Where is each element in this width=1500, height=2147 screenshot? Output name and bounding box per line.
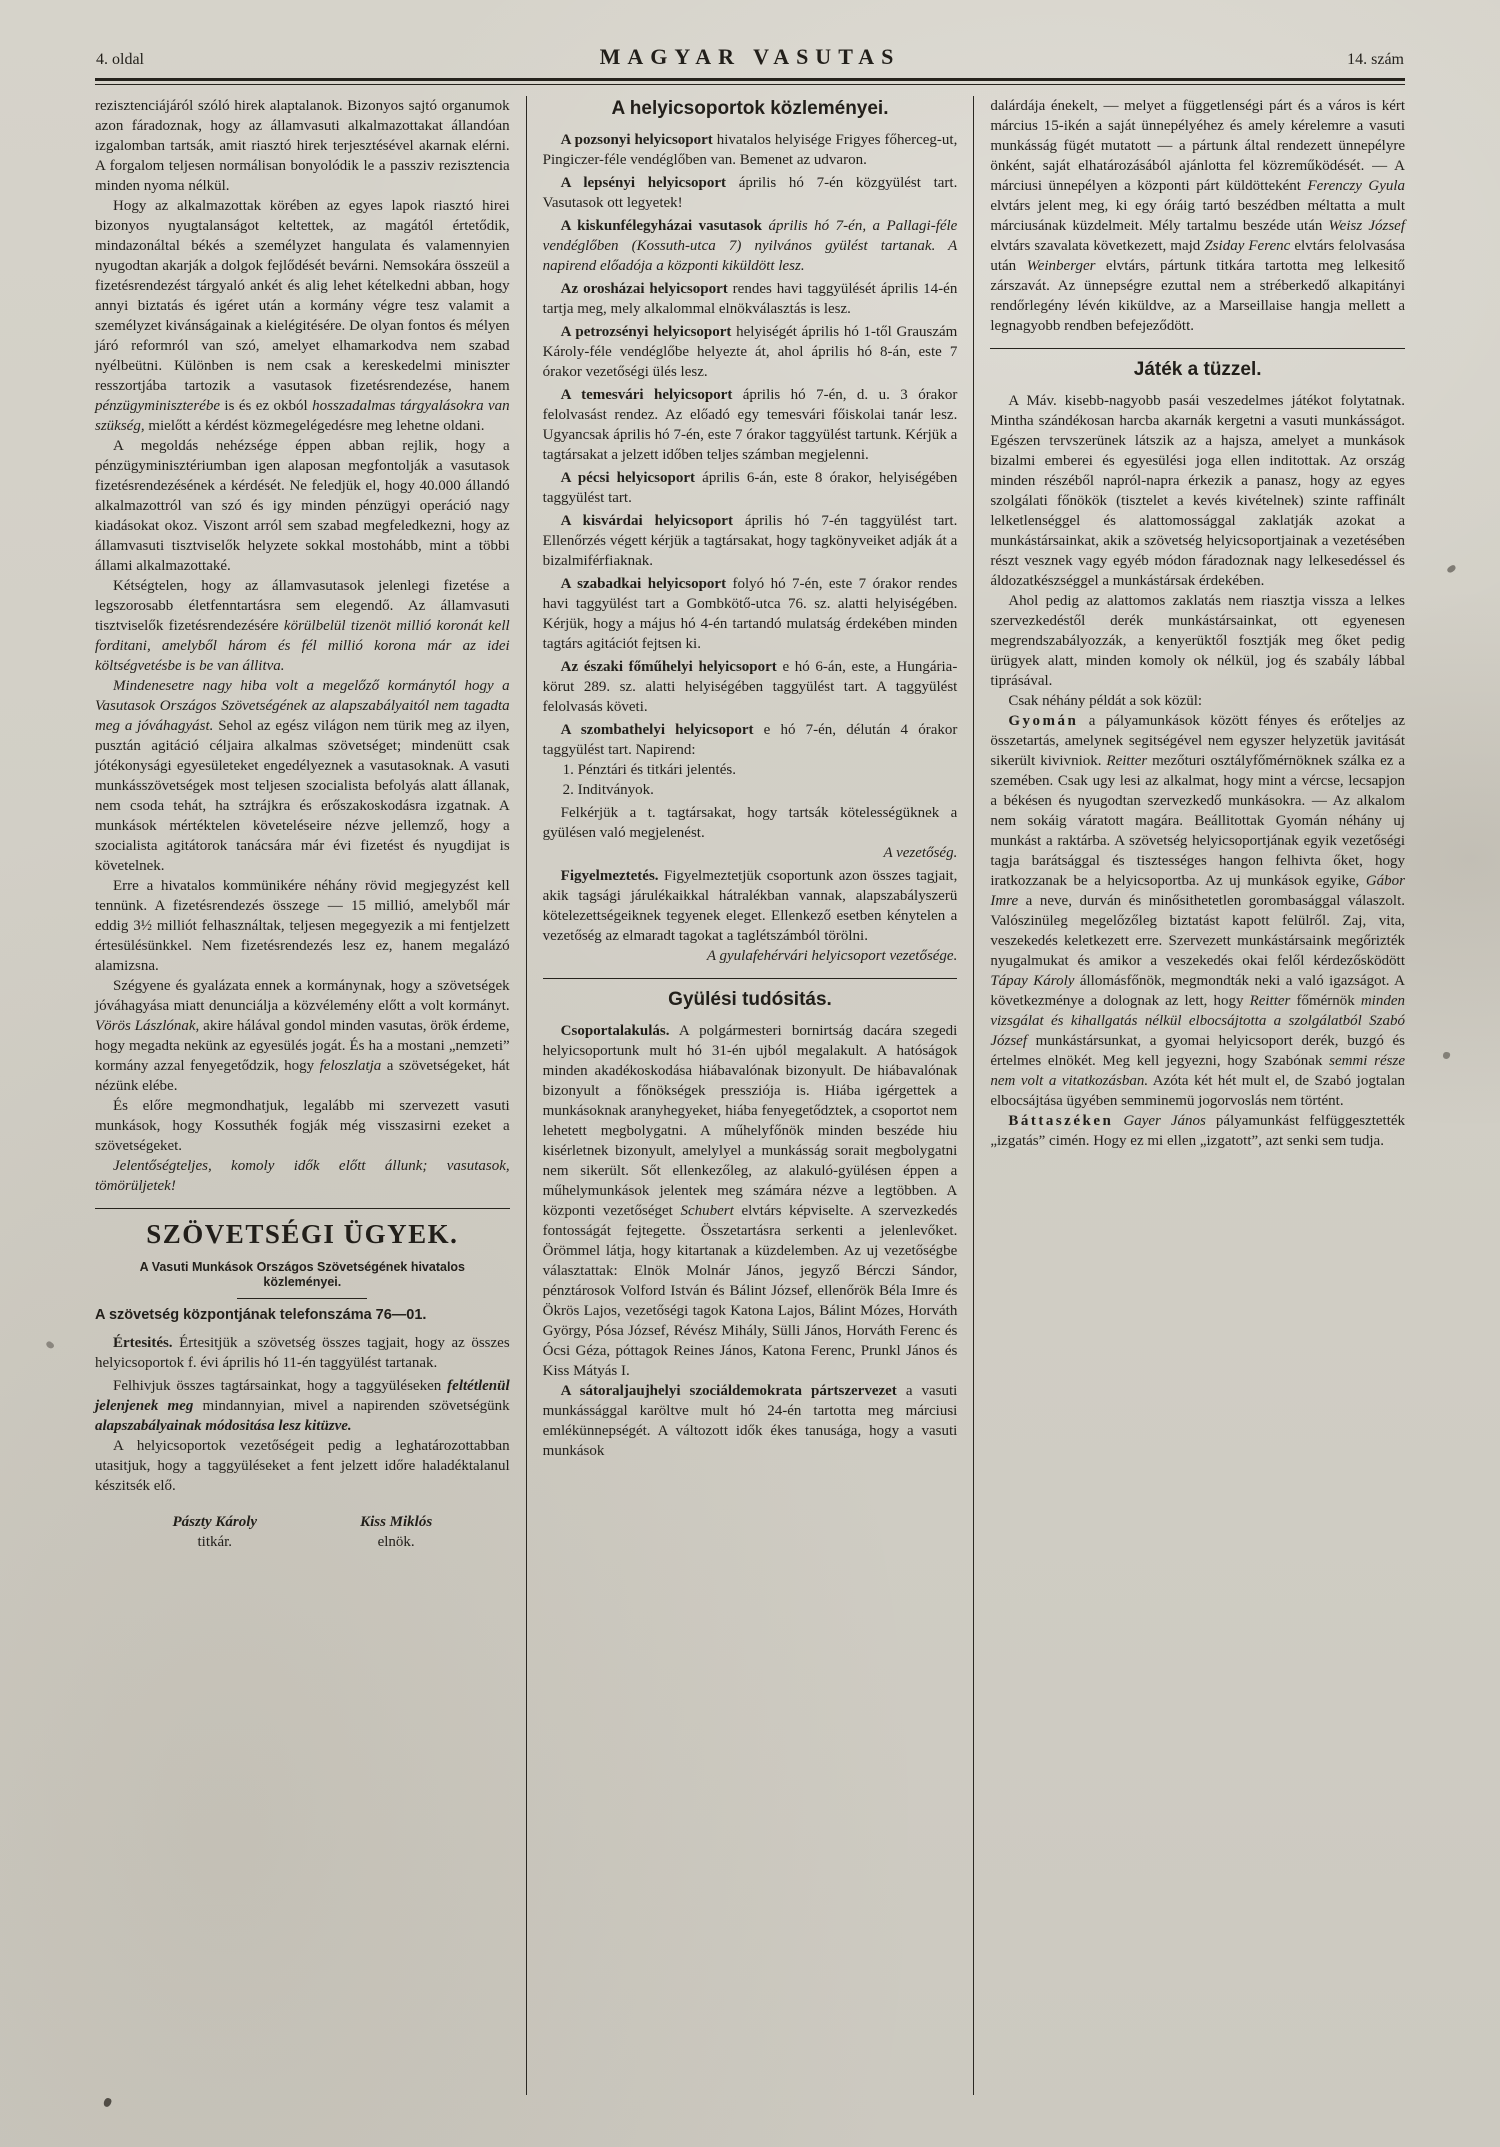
union-affairs-subtitle: A Vasuti Munkások Országos Szövetségének hivatalos közleményei.: [139, 1260, 466, 1289]
issue-number: 14. szám: [1347, 51, 1404, 68]
paragraph: A kiskunfélegyházai vasutasok április hó 7-én, a Pallagi-féle vendéglőben (Kossuth-utca 7) nyilvános gyülést tartanak. A napirend előadója a központi kiküldött lesz.: [542, 218, 958, 274]
column-2: [543, 96, 958, 2095]
ink-speck: [1442, 1051, 1450, 1059]
paragraph: Jelentőségteljes, komoly idők előtt állunk; vasutasok, tömörüljetek!: [95, 1158, 510, 1194]
paragraph: Az északi főműhelyi helyicsoport e hó 6-án, este, a Hungária-körut 289. sz. alatti helyiségében taggyülést tart. A taggyülést felolvasás követi.: [542, 659, 958, 715]
phone-number-line: A szövetség központjának telefonszáma 76—01.: [95, 1307, 427, 1323]
meeting-report-body: [543, 1021, 958, 1461]
meeting-report-title: Gyülési tudósitás.: [668, 989, 832, 1010]
paragraph: A kisvárdai helyicsoport április hó 7-én taggyülést tart. Ellenőrzés végett kérjük a tagtársakat, hogy tagkönyveiket adják át a bizalmiférfiaknak.: [542, 513, 958, 569]
paragraph: A pécsi helyicsoport április 6-án, este 8 órakor, helyiségében taggyülést tart.: [542, 470, 958, 506]
paragraph: Hogy az alkalmazottak körében az egyes lapok riasztó hirei bizonyos nyugtalanságot keltettek, az magától értetődik, mindazonáltal békés a személyzet hangulata és valamennyien nyugodtan akarják a dolgok fejlődését bevárni. Nemsokára összeül a fizetésrendezést tárgyaló ankét és alig lehet kételkedni abban, hogy annyi biztatás és igéret után a kormány végre tesz valamit a személyzet kivánságainak a kielégitésére. De olyan fontos és mélyen járó reformról van szó, amelyet elhamarkodva nem szabad nyélbeütni. Különben is nem csak a kereskedelmi miniszter resszortjába tartozik a vasutasok fizetésrendezése, hanem pénzügyminiszterébe is és ez okból hosszadalmas tárgyalásokra van szükség, mielőtt a kérdést közmegelégedésre meg lehetne oldani.: [95, 198, 510, 434]
paragraph: A sátoraljaujhelyi szociáldemokrata pártszervezet a vasuti munkássággal karöltve mult hó 24-én tartotta meg márciusi emlékünnepségét. A változott idők ékes tanusága, hogy a vasuti munkások: [542, 1383, 958, 1459]
newspaper-columns: [95, 96, 1405, 2095]
lead-article-body: [95, 96, 510, 1196]
signature-role: titkár.: [197, 1534, 233, 1550]
signature-president: [360, 1512, 432, 1552]
paragraph: Értesités. Értesitjük a szövetség összes tagjait, hogy az összes helyicsoportok f. évi április hó 11-én taggyülést tartanak.: [95, 1335, 510, 1371]
ink-speck: [45, 1340, 55, 1350]
paragraph: A pozsonyi helyicsoport hivatalos helyisége Frigyes főherceg-ut, Pingiczer-féle vendéglőben van. Bemenet az udvaron.: [542, 132, 958, 168]
page-header: [96, 44, 1404, 70]
paragraph: A Máv. kisebb-nagyobb pasái veszedelmes játékot folytatnak. Mintha szándékosan harcba akarnák kergetni a vasuti munkásságot. Egészen tervszerünek látszik az a hajsza, amelyet a munkások bizalmi emberei és egyesülési joga ellen inditottak. Az ország minden részéből napról-napra érkezik a panasz, hogy az egyes szolgálati főnökök (tisztelet a kevés kivételnek) szinte raffinált lelketlenséggel és alattomossággal zaklatják azokat a munkástársainkat, akik a szövetség helyicsoportjainak a vezetésében részt vesznek vagy egyéb módon fáradoznak nagy lelkesedéssel és áldozatkészséggel a munkástársak érdekében.: [990, 393, 1406, 589]
signature-secretary: [172, 1512, 257, 1552]
paragraph: 1. Pénztári és titkári jelentés.: [562, 762, 736, 778]
paragraph: A vezetőség.: [883, 845, 958, 861]
paragraph: Szégyene és gyalázata ennek a kormánynak, hogy a szövetségek jóváhagyása miatt denunciálja a közvélemény előtt a volt kormányt. Vörös Lászlónak, akire hálával gondol minden vasutas, örök érdeme, hogy megadta nekünk az egyesülés jogát. És ha a mostani „nemzeti” kormány azzal fenyegetődzik, hogy feloszlatja a szövetségeket, hát nézünk elébe.: [95, 978, 510, 1094]
masthead-rule: [95, 78, 1405, 85]
section-divider: [543, 978, 958, 979]
continued-article-body: [990, 96, 1405, 336]
paragraph: Mindenesetre nagy hiba volt a megelőző kormánytól hogy a Vasutasok Országos Szövetségének az alapszabályaitól nem tagadta meg a jóváhagyást. Sehol az egész világon nem türik meg az ilyen, pusztán agitáció céljaira alkalmas szövetséget; mindenütt csak jótékonysági egyesületeket engedélyeznek a vasutasoknak. A vasuti munkásszövetségek most teljesen szocialista befolyás alatt állanak, nem csoda tehát, ha sztrájkra és erőszakoskodásra izgatnak. A munkások mértéktelen követeléseire nézve jellemző, hogy a szocialista agitátorok tanácsára már évi fizetést és nyugdijat is követelnek.: [95, 678, 510, 874]
paragraph: A temesvári helyicsoport április hó 7-én, d. u. 3 órakor felolvasást rendez. Az előadó egy temesvári főiskolai tanár lesz. Ugyancsak április hó 7-én, este 7 órakor taggyülést tartunk. Kérjük a tagtársakat a jelzett időben teljes számban megjelenni.: [542, 387, 958, 463]
ink-speck: [1446, 564, 1457, 574]
signature-role: elnök.: [377, 1534, 415, 1550]
paragraph: Ahol pedig az alattomos zaklatás nem riasztja vissza a lelkes szervezkedéstől derék munkástársainkat, ott egyenesen megrendszabályozzák, a kenyerüktől fosztják meg őket pedig ürügyek alatt, minden komoly ok nélkül, jog és szabály lábbal tiprásával.: [990, 593, 1406, 689]
paragraph: Felkérjük a t. tagtársakat, hogy tartsák kötelességüknek a gyülésen való megjelenést.: [542, 805, 958, 841]
local-groups-title: A helyicsoportok közleményei.: [611, 98, 889, 119]
paragraph: dalárdája énekelt, — melyet a függetlenségi párt és a város is kért március 15-ikén a saját ünnepélyéhez és amely kérelemre a vasuti munkásság fügét mutatott — a pártunk által rendezett ünnepélyre önként, saját elhatározásából ajánlotta fel közreműködését. — A márciusi ünnepélyen a központi párt küldötteként Ferenczy Gyula elvtárs jelent meg, ki egy óráig tartó beszédben méltatta a mult márciusának küzdelmeit. Mély tartalmu beszéde után Weisz József elvtárs szavalata következett, majd Zsiday Ferenc elvtárs felolvasása után Weinberger elvtárs, pártunk titkára tartotta meg lelkesitő zárszavát. Az ünnepségre ezuttal nem a stréberkedő alkapitányi rendőrlegény lévén kiküldve, az a Marseillaise hangja mellett a legnagyobb rendben befejeződött.: [990, 98, 1406, 334]
subtitle-rule: [237, 1298, 367, 1299]
paragraph: Az orosházai helyicsoport rendes havi taggyülését április 14-én tartja meg, mely alkalommal elnökválasztás is lesz.: [542, 281, 958, 317]
ink-speck: [103, 2097, 113, 2108]
paragraph: A helyicsoportok vezetőségeit pedig a leghatározottabban utasitjuk, hogy a taggyüléseket a fent jelzett időre haladéktalanul készitsék elő.: [95, 1438, 510, 1494]
signature-name: Kiss Miklós: [360, 1514, 433, 1530]
paragraph: rezisztenciájáról szóló hirek alaptalanok. Bizonyos sajtó organumok azon fáradoznak, hogy az államvasuti alkalmazottakat állandóan izgalomban tartsák, amit riasztó hirek terjesztésével akarnak elérni. A forgalom teljesen normálisan bonyolódik le a passziv rezisztencia minden nyoma nélkül.: [95, 98, 510, 194]
column-1: [95, 96, 510, 2095]
paragraph: A gyulafehérvári helyicsoport vezetősége.: [706, 948, 958, 964]
paragraph: Felhivjuk összes tagtársainkat, hogy a taggyüléseken feltétlenül jelenjenek meg mindannyian, mivel a napirenden szövetségünk alapszabályainak módositása lesz kitüzve.: [95, 1378, 510, 1434]
local-group-notices: [543, 130, 958, 966]
paragraph: A petrozsényi helyicsoport helyiségét április hó 1-től Grauszám Károly-féle vendéglőbe helyezte át, ahol április hó 8-án, este 7 órakor vezetőségi ülés lesz.: [542, 324, 958, 380]
section-divider: [990, 348, 1405, 349]
signature-row: [95, 1512, 510, 1552]
column-divider-rule: [973, 96, 974, 2095]
paragraph: 2. Inditványok.: [562, 782, 654, 798]
union-affairs-title: SZÖVETSÉGI ÜGYEK.: [146, 1219, 459, 1249]
signature-name: Pászty Károly: [172, 1514, 258, 1530]
union-affairs-body: [95, 1333, 510, 1496]
paragraph: A szombathelyi helyicsoport e hó 7-én, délután 4 órakor taggyülést tart. Napirend:: [542, 722, 958, 758]
section-divider: [95, 1208, 510, 1209]
playing-with-fire-title: Játék a tüzzel.: [1133, 359, 1262, 380]
paragraph: Gyomán a pályamunkások között fényes és erőteljes az összetartás, amelynek segitségével nem egyszer helyzetük javitását sikerült kivivniok. Reitter mezőturi osztályfőmérnöknek szálka ez a szemében. Csak ugy lesi az alkalmat, hogy mint a vércse, lecsapjon a békésen és nyugodtan szervezkedő munkásokra. — Az alkalom nem sokáig váratott magára. Beállitottak Gyomán néhány uj munkást a raktárba. A szövetség helyicsoportjának egyik vezetőségi tagja barátsággal és tisztességes hangon felhivta őket, hogy iratkozzanak be a helyicsoportba. Az uj munkások egyike, Gábor Imre a neve, durván és minősithetetlen gorombasággal válaszolt. Valószinüleg megelőzőleg biztatást kapott felülről. Zaj, vita, veszekedés keletkezett erre. Szervezett munkástársaink megőrizték nyugalmukat és amikor a veszekedés okai felől kérdezősködött Tápay Károly állomásfőnök, megmondták neki a való igazságot. A következménye a dolognak az lett, hogy Reitter főmérnök minden vizsgálat és kihallgatás nélkül elbocsájtotta a szolgálatból Szabó József munkástársunkat, a gyomai helyicsoport derék, buzgó és értelmes elnökét. Meg kell jegyezni, hogy Szabónak semmi része nem volt a vitatkozásban. Azóta két hét mult el, de Szabó jogtalan elbocsájtása ügyében semminemü jogorvoslás nem történt.: [990, 713, 1406, 1109]
paragraph: Báttaszéken Gayer János pályamunkást felfüggesztették „izgatás” cimén. Hogy ez mi ellen „izgatott”, azt senki sem tudja.: [990, 1113, 1406, 1149]
paragraph: Figyelmeztetés. Figyelmeztetjük csoportunk azon összes tagjait, akik tagsági járulékaikkal hátralékban vannak, alapszabályszerü kötelezettségeiknek tegyenek eleget. Ellenkező esetben kénytelen a vezetőség az elmaradt tagokat a taglétszámból törölni.: [542, 868, 958, 944]
paragraph: A lepsényi helyicsoport április hó 7-én közgyülést tart. Vasutasok ott legyetek!: [542, 175, 958, 211]
paragraph: A megoldás nehézsége éppen abban rejlik, hogy a pénzügyminisztériumban igen alaposan megfontolják a vasutasok fizetésrendezésének a kérdését. Ne feledjük el, hogy 40.000 állandó alkalmazottról van szó és igy minden pénzügyi operáció nagy kiadásokat okoz. Viszont arról sem szabad megfeledkezni, hogy az államvasuti tisztviselők helyzete sokkal mostohább, mint a többi állami alkalmazottaké.: [95, 438, 510, 574]
paragraph: A szabadkai helyicsoport folyó hó 7-én, este 7 órakor rendes havi taggyülést tart a Gombkötő-utca 76. sz. alatti helyiségében. Kérjük, hogy a május hó 4-én tartandó mulatság érdekében minden tagtárs agitációt fejtsen ki.: [542, 576, 958, 652]
masthead-title: MAGYAR VASUTAS: [599, 44, 901, 69]
paragraph: Erre a hivatalos kommünikére néhány rövid megjegyzést kell tennünk. A fizetésrendezés összege — 15 millió, amelyből már eddig 3½ milliót felhasználtak, teljesen megegyezik a mi fentjelzett értesülésünkkel. Nem fizetésrendezés lesz ez, hanem megalázó alamizsna.: [95, 878, 510, 974]
paragraph: Kétségtelen, hogy az államvasutasok jelenlegi fizetése a legszorosabb életfenntartásra sem elegendő. Az államvasuti tisztviselők fizetésrendezésére körülbelül tizenöt millió koronát kell forditani, amelyből három és fél millió korona már az idei költségvetésbe is be van állitva.: [95, 578, 510, 674]
column-divider-rule: [526, 96, 527, 2095]
paragraph: És előre megmondhatjuk, legalább mi szervezett vasuti munkások, hogy Kossuthék fogják még visszasirni ezeket a szövetségeket.: [95, 1098, 510, 1154]
column-3: [990, 96, 1405, 2095]
page-number: 4. oldal: [96, 51, 144, 68]
paragraph: Csak néhány példát a sok közül:: [1008, 693, 1203, 709]
playing-with-fire-body: [990, 391, 1405, 1151]
paragraph: Csoportalakulás. A polgármesteri bornirtság dacára szegedi helyicsoportunk mult hó 31-én ujból megalakult. A hatóságok minden akadékoskodása hiábavalónak bizonyult. De hiábavalónak bizonyult a főnökségek pressziója is. Hiába igérgettek a munkásoknak aranyhegyeket, hiába fenyegetődztek, a csoportot nem lehetett megbolygatni. A műhelyfőnök minden beszéde hiu kisérletnek bizonyult, amelylyel a munkásság sorait megbolygatni nem sikerült. Sőt ellenkezőleg, az alakuló-gyülésen éppen a műhelymunkások jelentek meg számára nézve a legtöbben. A központi vezetőséget Schubert elvtárs képviselte. A szervezkedés fontosságát fejtegette. Összetartásra serkenti a jelenlevőket. Örömmel látja, hogy kitartanak a küzdelemben. Az uj vezetőségbe választattak: Elnök Molnár János, jegyző Bérczi Sándor, pénztárosok Volford István és Bálint József, ellenőrök Béla Imre és Ökrös Lajos, vezetőségi tagok Katona Lajos, Bálint Mózes, Horváth György, Pósa József, Révész Mihály, Sülli János, Horváth Ferenc és Ócsi Géza, póttagok Reines János, Katona Ferenc, Prunkl János és Kiss Mátyás I.: [542, 1023, 958, 1379]
